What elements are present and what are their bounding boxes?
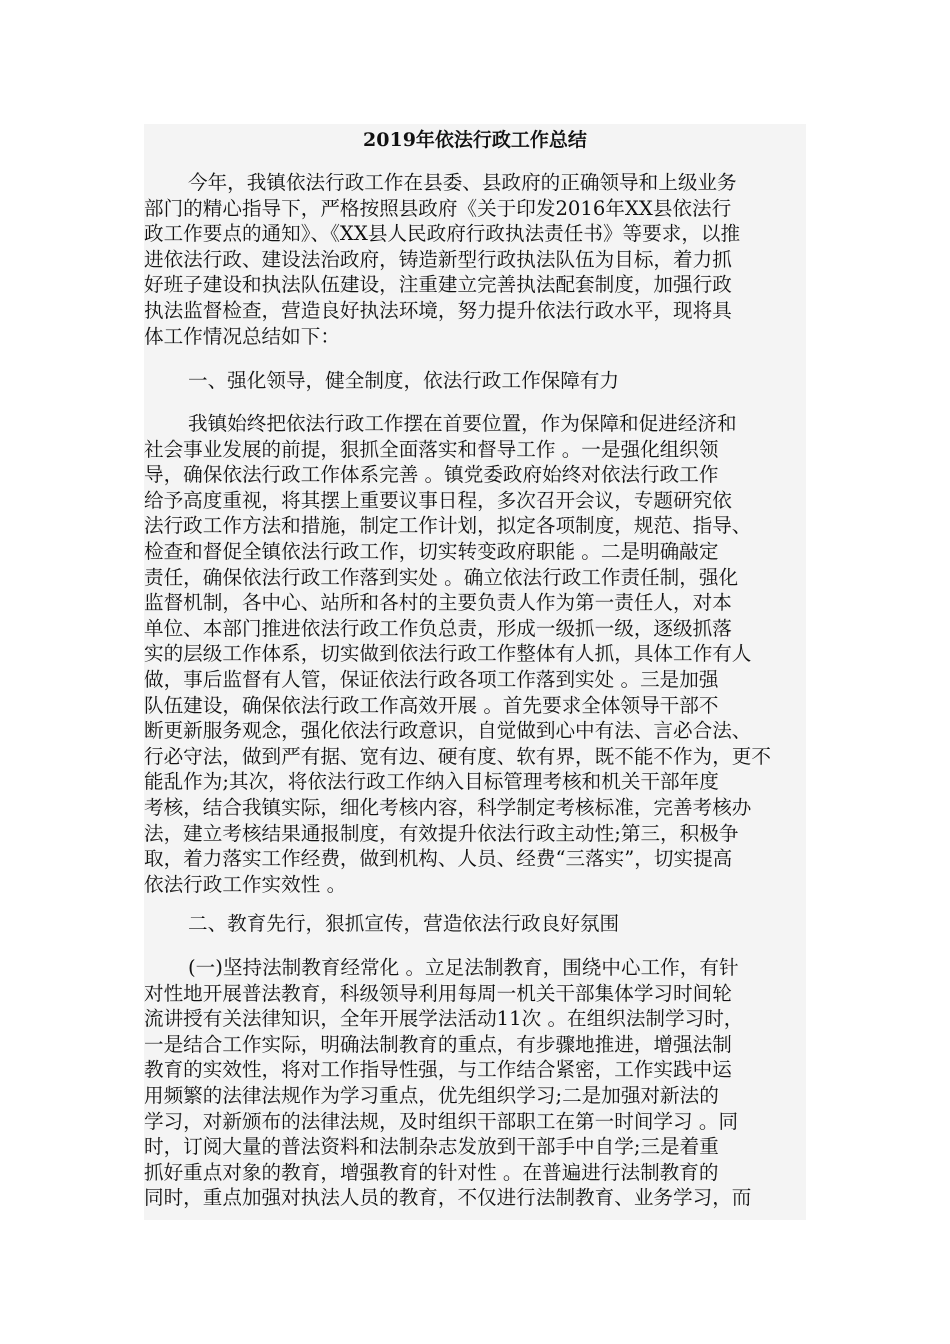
text-line: 行必守法，做到严有据、宽有边、硬有度、软有界，既不能不作为，更不 xyxy=(144,744,771,768)
text-line: 断更新服务观念，强化依法行政意识，自觉做到心中有法、言必合法、 xyxy=(144,719,752,743)
text-line: 导，确保依法行政工作体系完善 。镇党委政府始终对依法行政工作 xyxy=(144,463,719,487)
text-line: 做，事后监督有人管，保证依法行政各项工作落到实处 。三是加强 xyxy=(144,667,719,691)
paragraph-intro xyxy=(144,170,806,349)
text-line: 用频繁的法律法规作为学习重点，优先组织学习;二是加强对新法的 xyxy=(144,1083,719,1107)
text-line: 抓好重点对象的教育，增强教育的针对性 。在普遍进行法制教育的 xyxy=(144,1160,719,1184)
text-line: 对性地开展普法教育，科级领导利用每周一机关干部集体学习时间轮 xyxy=(144,981,732,1005)
text-line: 检查和督促全镇依法行政工作，切实转变政府职能 。二是明确敲定 xyxy=(144,539,719,563)
paragraph-section-2 xyxy=(144,955,806,1211)
text-line: 取，着力落实工作经费，做到机构、人员、经费“三落实”，切实提高 xyxy=(144,847,733,871)
text-line: 给予高度重视，将其摆上重要议事日程，多次召开会议，专题研究依 xyxy=(144,488,732,512)
text-line: (一)坚持法制教育经常化 。立足法制教育，围绕中心工作，有针 xyxy=(188,956,739,979)
text-line: 能乱作为;其次，将依法行政工作纳入目标管理考核和机关干部年度 xyxy=(144,770,719,794)
text-line: 体工作情况总结如下： xyxy=(144,324,340,348)
document-title: 2019年依法行政工作总结 xyxy=(363,129,587,151)
text-line: 单位、本部门推进依法行政工作负总责，形成一级抓一级，逐级抓落 xyxy=(144,616,732,640)
text-line: 流讲授有关法律知识，全年开展学法活动11次 。在组织法制学习时， xyxy=(144,1007,744,1031)
text-line: 法行政工作方法和措施，制定工作计划，拟定各项制度，规范、指导、 xyxy=(144,514,752,538)
text-line: 教育的实效性，将对工作指导性强，与工作结合紧密，工作实践中运 xyxy=(144,1058,732,1082)
section-heading-1 xyxy=(144,368,806,394)
text-line: 好班子建设和执法队伍建设，注重建立完善执法配套制度，加强行政 xyxy=(144,273,732,297)
text-line: 今年，我镇依法行政工作在县委、县政府的正确领导和上级业务 xyxy=(188,171,737,194)
section-heading-2 xyxy=(144,911,806,937)
text-line: 法，建立考核结果通报制度，有效提升依法行政主动性;第三，积极争 xyxy=(144,821,739,845)
text-line: 一是结合工作实际，明确法制教育的重点，有步骤地推进，增强法制 xyxy=(144,1032,732,1056)
text-line: 时，订阅大量的普法资料和法制杂志发放到干部手中自学;三是着重 xyxy=(144,1135,719,1159)
text-line: 社会事业发展的前提，狠抓全面落实和督导工作 。一是强化组织领 xyxy=(144,437,719,461)
heading-line: 一、强化领导，健全制度，依法行政工作保障有力 xyxy=(188,369,620,392)
text-line: 执法监督检查，营造良好执法环境，努力提升依法行政水平，现将具 xyxy=(144,298,732,322)
text-line: 政工作要点的通知》、《XX县人民政府行政执法责任书》等要求，以推 xyxy=(144,222,741,246)
text-line: 队伍建设，确保依法行政工作高效开展 。首先要求全体领导干部不 xyxy=(144,693,719,717)
text-line: 进依法行政、建设法治政府，铸造新型行政执法队伍为目标，着力抓 xyxy=(144,247,732,271)
text-line: 部门的精心指导下，严格按照县政府《关于印发2016年XX县依法行 xyxy=(144,196,732,220)
paragraph-section-1 xyxy=(144,411,806,897)
text-line: 依法行政工作实效性 。 xyxy=(144,872,347,896)
text-line: 监督机制，各中心、站所和各村的主要负责人作为第一责任人，对本 xyxy=(144,591,732,615)
text-line: 同时，重点加强对执法人员的教育，不仅进行法制教育、业务学习，而 xyxy=(144,1186,752,1210)
text-line: 责任，确保依法行政工作落到实处 。确立依法行政工作责任制，强化 xyxy=(144,565,739,589)
text-line: 我镇始终把依法行政工作摆在首要位置，作为保障和促进经济和 xyxy=(188,412,737,435)
heading-line: 二、教育先行，狠抓宣传，营造依法行政良好氛围 xyxy=(188,912,620,935)
text-line: 实的层级工作体系，切实做到依法行政工作整体有人抓，具体工作有人 xyxy=(144,642,752,666)
text-line: 学习，对新颁布的法律法规，及时组织干部职工在第一时间学习 。同 xyxy=(144,1109,739,1133)
text-line: 考核，结合我镇实际，细化考核内容，科学制定考核标准，完善考核办 xyxy=(144,795,752,819)
